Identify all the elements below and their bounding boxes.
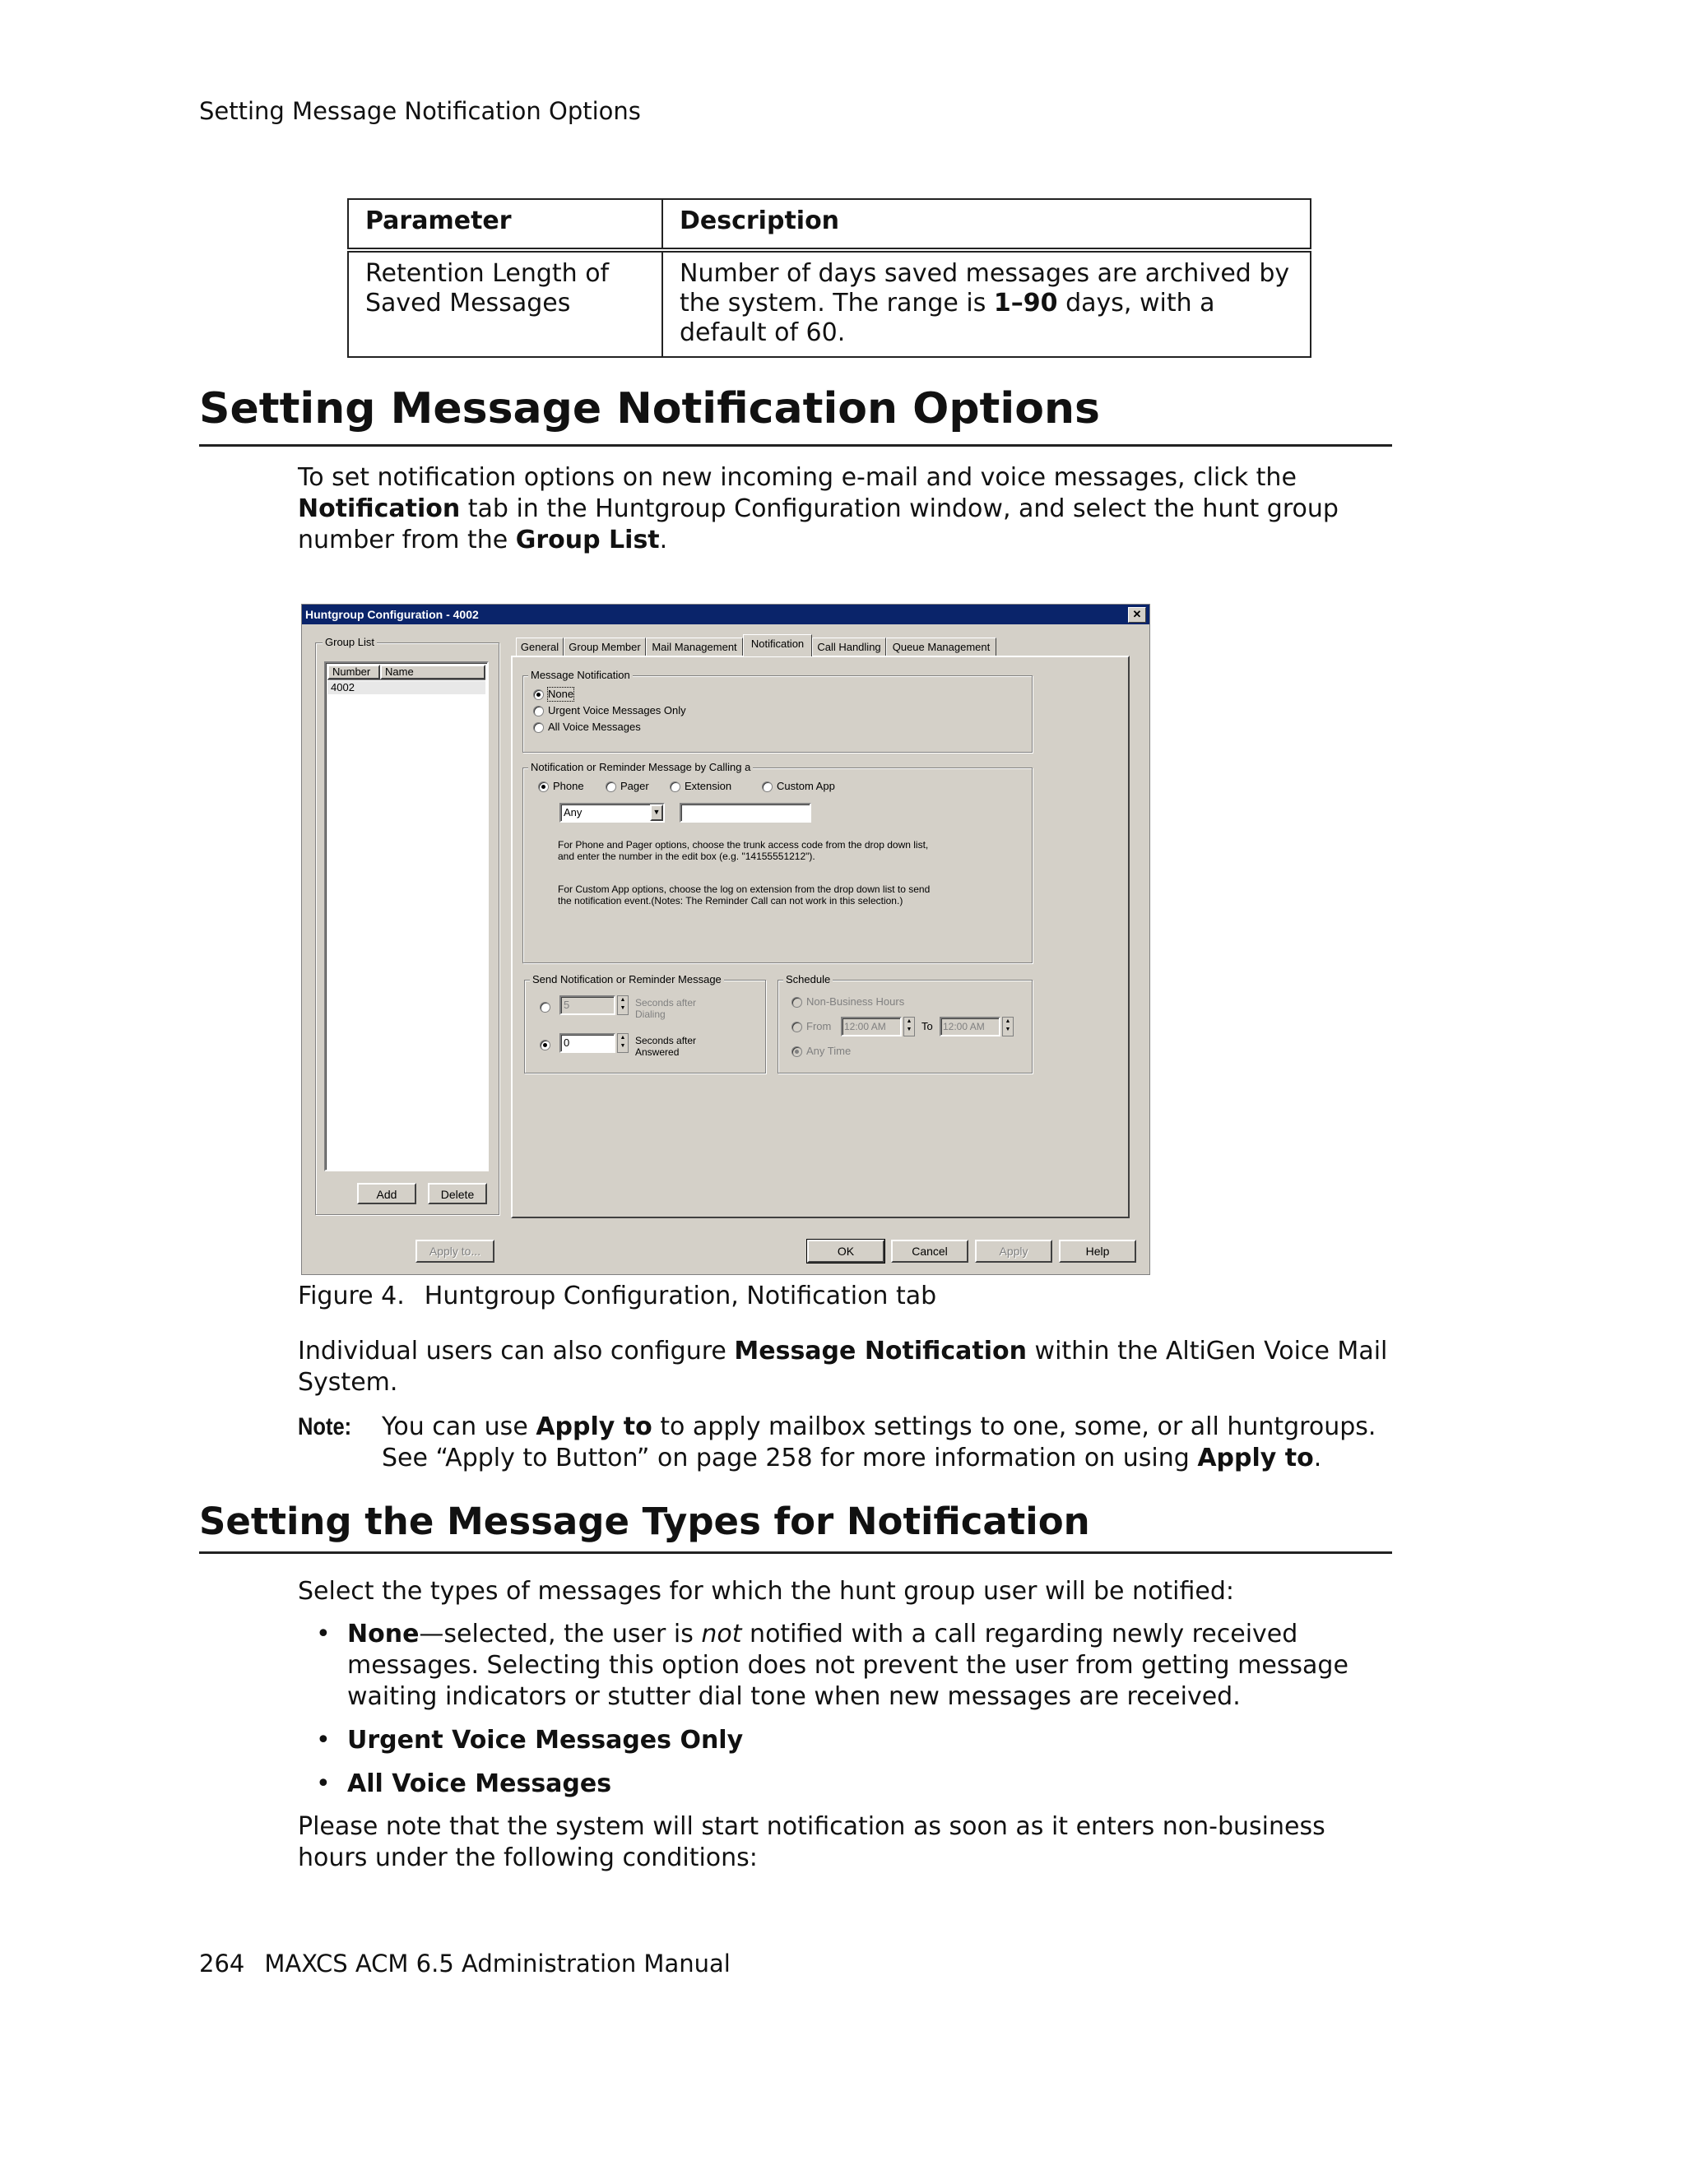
- page-number: 264: [199, 1950, 245, 1978]
- reminder-label: Notification or Reminder Message by Calling a: [528, 762, 753, 773]
- schedule-group: [778, 973, 1033, 1073]
- message-types-list: [298, 1619, 1392, 1812]
- to-time-input[interactable]: 12:00 AM: [940, 1017, 1000, 1036]
- users-paragraph: Individual users can also configure Message Notification within the AltiGen Voice Mail System.: [298, 1337, 1388, 1397]
- tab-notification[interactable]: Notification: [743, 634, 812, 656]
- phone-number-input[interactable]: [680, 803, 811, 823]
- section-heading-message-types: Setting the Message Types for Notification: [199, 1497, 1392, 1554]
- apply-to-button[interactable]: Apply to...: [415, 1240, 494, 1263]
- message-types-intro: Select the types of messages for which the hunt group user will be notified:: [298, 1577, 1235, 1606]
- table-header-row: [348, 199, 1311, 250]
- radio-all-voice[interactable]: [533, 722, 544, 733]
- table-row: [348, 250, 1311, 357]
- note-text: You can use Apply to to apply mailbox settings to one, some, or all huntgroups. See “Apply to Button” on page 258 for more information on using Apply to.: [382, 1412, 1376, 1472]
- group-list-box: [315, 636, 499, 1215]
- radio-any-time[interactable]: [791, 1046, 802, 1057]
- answered-seconds-label: Seconds after Answered: [635, 1035, 697, 1058]
- column-number[interactable]: Number: [327, 665, 380, 679]
- manual-title: MAXCS ACM 6.5 Administration Manual: [264, 1950, 731, 1978]
- radio-pager-label: Pager: [620, 780, 649, 792]
- any-time-label: Any Time: [806, 1045, 852, 1057]
- list-item: • Urgent Voice Messages Only: [298, 1725, 1392, 1756]
- radio-seconds-after-answered[interactable]: [540, 1040, 550, 1050]
- dialog-titlebar: [302, 605, 1149, 624]
- closing-paragraph: Please note that the system will start notification as soon as it enters non-business hours under the following conditions:: [298, 1812, 1325, 1872]
- group-list[interactable]: [324, 661, 489, 1171]
- trunk-dropdown-value: Any: [564, 806, 583, 818]
- section-heading-notification-options: Setting Message Notification Options: [199, 380, 1392, 447]
- radio-none-label: None: [548, 688, 574, 700]
- send-notification-label: Send Notification or Reminder Message: [530, 974, 724, 985]
- tab-queue-management[interactable]: Queue Management: [886, 638, 996, 656]
- radio-custom-app[interactable]: [762, 781, 773, 792]
- page-footer: [199, 1950, 731, 1978]
- list-item: • All Voice Messages: [298, 1769, 1392, 1800]
- note: [298, 1412, 1400, 1474]
- message-notification-group: [522, 669, 1033, 753]
- list-item: • None—selected, the user is not notified with a call regarding newly received messages. Selecting this option does not prevent the user from getting message waiting indicators or stutter dial tone when new messages are received.: [298, 1619, 1392, 1713]
- list-item-number: 4002: [331, 681, 355, 693]
- intro-paragraph: To set notification options on new incoming e-mail and voice messages, click the Notification tab in the Huntgroup Configuration window, and select the hunt group number from the Group List.: [298, 463, 1339, 554]
- tab-general[interactable]: General: [516, 638, 564, 656]
- send-notification-group: [524, 973, 766, 1073]
- radio-all-voice-label: All Voice Messages: [548, 721, 641, 733]
- reminder-group: [522, 761, 1033, 963]
- radio-extension-label: Extension: [685, 780, 732, 792]
- from-spinner[interactable]: ▲ ▼: [903, 1017, 915, 1036]
- dialog-title: Huntgroup Configuration - 4002: [305, 608, 479, 621]
- custom-app-help-text: For Custom App options, choose the log on extension from the drop down list to send the notification event.(Notes: The Reminder Call can not work in this selection.): [558, 883, 931, 907]
- table-cell-description: Number of days saved messages are archived by the system. The range is 1–90 days, with a default of 60.: [662, 250, 1311, 357]
- notification-tab-panel: [511, 656, 1130, 1218]
- table-cell-parameter: Retention Length of Saved Messages: [348, 250, 662, 357]
- dialing-seconds-input[interactable]: 5: [559, 995, 615, 1015]
- tab-call-handling[interactable]: Call Handling: [812, 638, 886, 656]
- radio-custom-app-label: Custom App: [777, 780, 835, 792]
- help-button[interactable]: Help: [1059, 1240, 1136, 1263]
- radio-urgent-only[interactable]: [533, 706, 544, 716]
- radio-extension[interactable]: [670, 781, 680, 792]
- phone-pager-help-text: For Phone and Pager options, choose the trunk access code from the drop down list, and enter the number in the edit box (e.g. "14155551212").: [558, 839, 929, 862]
- parameter-table: [347, 198, 1311, 358]
- radio-phone-label: Phone: [553, 780, 584, 792]
- message-notification-label: Message Notification: [528, 670, 633, 681]
- tab-group-member[interactable]: Group Member: [564, 638, 646, 656]
- radio-from[interactable]: [791, 1022, 802, 1032]
- table-header-description: Description: [662, 199, 1311, 250]
- tab-mail-management[interactable]: Mail Management: [646, 638, 743, 656]
- answered-seconds-input[interactable]: 0: [559, 1033, 615, 1053]
- to-spinner[interactable]: ▲ ▼: [1002, 1017, 1014, 1036]
- non-business-hours-label: Non-Business Hours: [806, 995, 905, 1008]
- schedule-label: Schedule: [783, 974, 833, 985]
- cancel-button[interactable]: Cancel: [891, 1240, 968, 1263]
- answered-spinner[interactable]: ▲ ▼: [617, 1033, 629, 1053]
- chevron-down-icon[interactable]: ▼: [650, 805, 663, 821]
- note-label: Note:: [298, 1413, 352, 1440]
- radio-seconds-after-dialing[interactable]: [540, 1002, 550, 1013]
- radio-phone[interactable]: [538, 781, 549, 792]
- from-time-input[interactable]: 12:00 AM: [841, 1017, 902, 1036]
- radio-urgent-only-label: Urgent Voice Messages Only: [548, 704, 686, 716]
- ok-button[interactable]: OK: [807, 1240, 884, 1263]
- apply-button[interactable]: Apply: [975, 1240, 1052, 1263]
- dialing-spinner[interactable]: ▲ ▼: [617, 995, 629, 1015]
- delete-button[interactable]: Delete: [428, 1183, 487, 1204]
- add-button[interactable]: Add: [357, 1183, 416, 1204]
- huntgroup-configuration-dialog: [301, 604, 1150, 1275]
- column-name[interactable]: Name: [380, 665, 485, 679]
- group-list-header: [327, 665, 485, 680]
- group-list-label: Group List: [323, 637, 377, 648]
- running-header: Setting Message Notification Options: [199, 97, 641, 125]
- to-label: To: [921, 1020, 933, 1032]
- radio-pager[interactable]: [606, 781, 616, 792]
- trunk-dropdown[interactable]: [559, 803, 665, 823]
- close-icon[interactable]: ✕: [1128, 607, 1146, 623]
- dialing-seconds-label: Seconds after Dialing: [635, 997, 697, 1020]
- figure-caption: Figure 4. Huntgroup Configuration, Notification tab: [298, 1282, 937, 1310]
- radio-non-business-hours[interactable]: [791, 997, 802, 1008]
- radio-none[interactable]: [533, 689, 544, 700]
- list-item[interactable]: [327, 681, 485, 694]
- table-header-parameter: Parameter: [348, 199, 662, 250]
- from-label: From: [806, 1020, 832, 1032]
